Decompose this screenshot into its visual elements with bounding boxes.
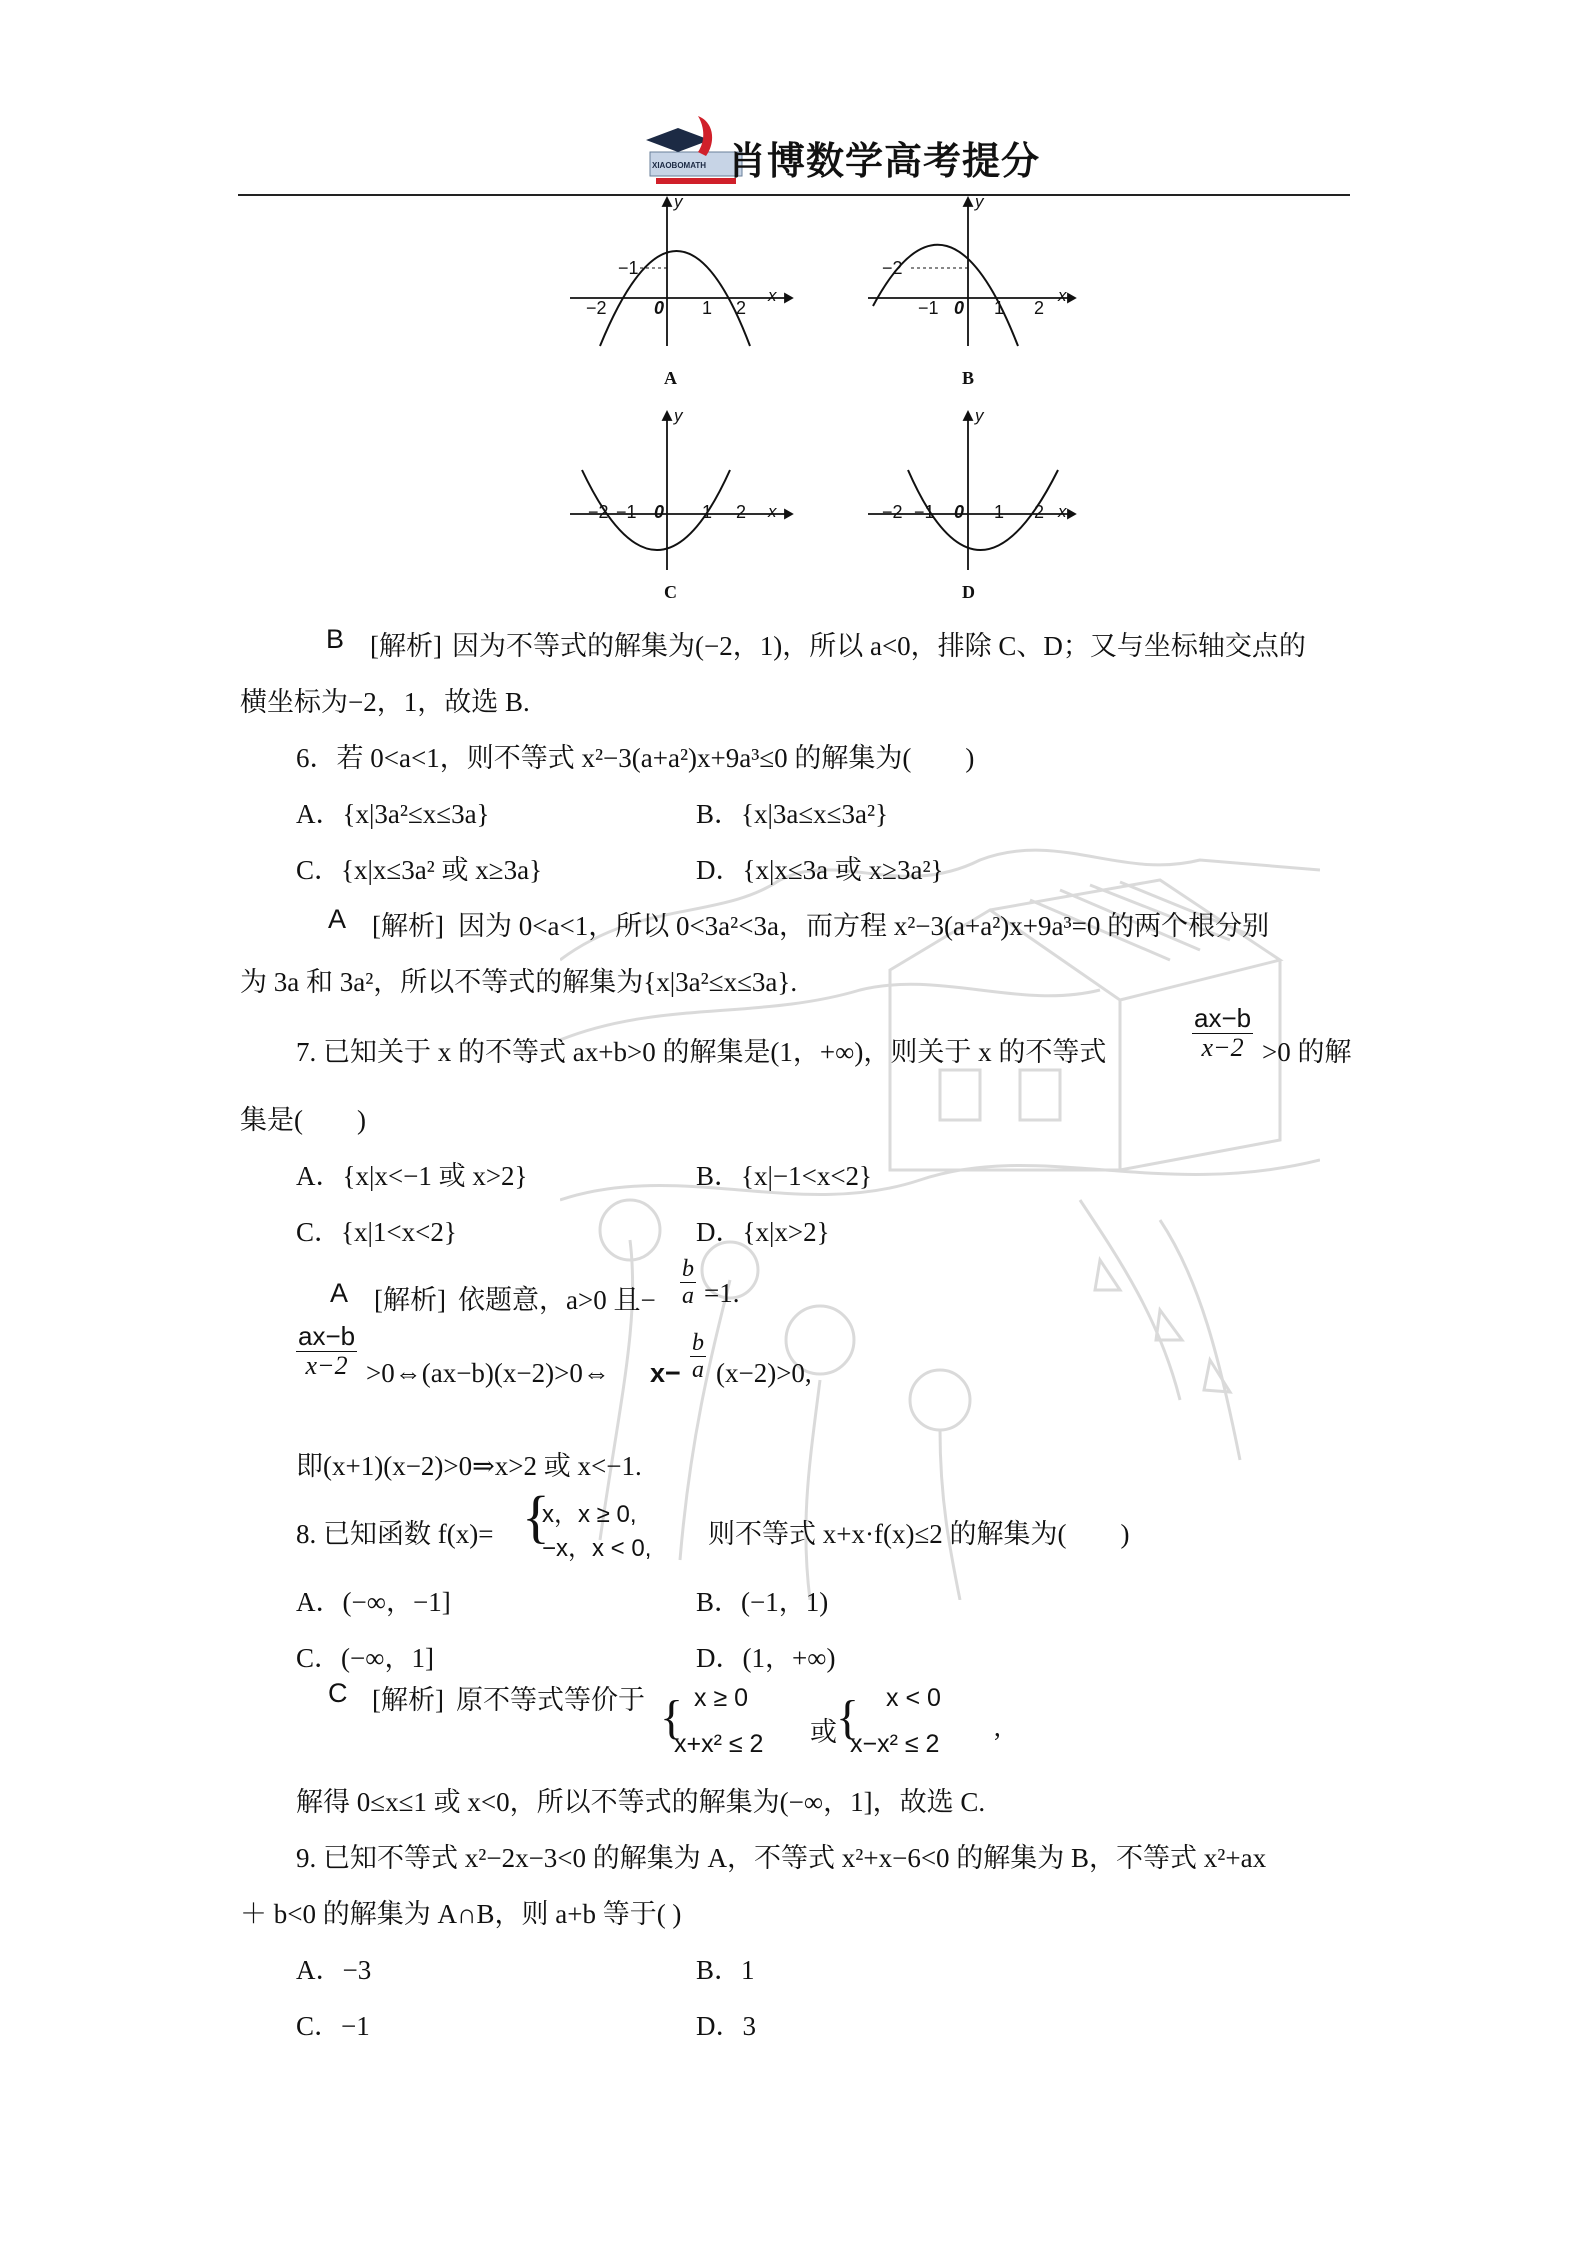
landscape-watermark-icon [560, 840, 1320, 1600]
tick-neg2: −2 [588, 502, 609, 522]
q6-solution-line2: 为 3a 和 3a²，所以不等式的解集为{x|3a²≤x≤3a}. [240, 967, 798, 997]
q8-solution-comma: , [994, 1712, 1001, 1742]
q8-system2-bottom: x−x² ≤ 2 [850, 1730, 940, 1758]
graph-a [570, 192, 790, 388]
q7-solution-1-tail: =1. [704, 1278, 740, 1308]
graph-b [868, 192, 1088, 388]
tick-neg2: −2 [586, 298, 607, 318]
q7-tag: [解析] [374, 1285, 446, 1315]
tick-origin: 0 [654, 298, 665, 318]
q7-solution-2-factor: x− [650, 1358, 681, 1388]
tick-origin: 0 [654, 502, 665, 522]
q8-system1-bottom: x+x² ≤ 2 [674, 1730, 764, 1758]
q5-tag: [解析] [370, 631, 442, 661]
axis-y-label: y [674, 406, 683, 425]
q9-option-b: B．1 [696, 1955, 755, 1985]
q9-option-d: D．3 [696, 2011, 756, 2041]
q9-stem-line1: 9. 已知不等式 x²−2x−3<0 的解集为 A，不等式 x²+x−6<0 的解集为 B，不等式 x²+ax [296, 1843, 1267, 1873]
brand-title: 肖博数学高考提分 [728, 141, 1041, 183]
q7-stem-tail: >0 的解 [1262, 1037, 1352, 1067]
frac-numerator: ax−b [298, 1321, 356, 1351]
axis-x-label: x [1058, 286, 1067, 305]
q8-stem-tail: 则不等式 x+x·f(x)≤2 的解集为( ) [708, 1519, 1130, 1549]
frac-denominator: x−2 [305, 1350, 348, 1380]
frac-denominator: a [692, 1357, 704, 1384]
q8-option-b: B．(−1，1) [696, 1587, 829, 1617]
frac-denominator: a [682, 1283, 694, 1310]
q8-or: 或 [810, 1717, 837, 1747]
q8-system2-top: x < 0 [886, 1684, 941, 1712]
header-rule [238, 194, 1350, 196]
q8-option-c: C．(−∞，1] [296, 1643, 434, 1673]
graph-label: C [664, 582, 677, 602]
q6-stem: 6．若 0<a<1，则不等式 x²−3(a+a²)x+9a³≤0 的解集为( ) [296, 743, 975, 773]
tick-1: 1 [994, 298, 1005, 318]
axis-y-label: y [975, 192, 984, 211]
q8-solution-2: 解得 0≤x≤1 或 x<0，所以不等式的解集为(−∞，1]，故选 C. [296, 1787, 986, 1817]
q5-solution-line2: 横坐标为−2，1，故选 B. [240, 687, 530, 717]
axis-y-label: y [674, 192, 683, 211]
q7-stem-fraction [1192, 1004, 1253, 1062]
tick-2: 2 [736, 298, 747, 318]
tick-1: 1 [702, 298, 713, 318]
tick-neg2: −2 [882, 258, 903, 278]
graph-c [570, 406, 790, 602]
q8-answer: C [328, 1678, 348, 1708]
q6-tag: [解析] [372, 911, 444, 941]
q8-solution: 原不等式等价于 [456, 1685, 645, 1715]
q5-answer: B [326, 624, 345, 654]
axis-x-label: x [1058, 502, 1067, 521]
frac-numerator: b [682, 1256, 694, 1282]
tick-neg1: −1 [616, 502, 637, 522]
q6-answer: A [328, 904, 347, 934]
q7-solution-1-fraction [680, 1256, 696, 1310]
graph-label: A [664, 368, 677, 388]
frac-numerator: ax−b [1194, 1003, 1252, 1033]
q7-answer: A [330, 1278, 349, 1308]
tick-2: 2 [736, 502, 747, 522]
tick-2: 2 [1034, 502, 1045, 522]
frac-numerator: b [692, 1330, 704, 1356]
axis-x-label: x [768, 286, 777, 305]
q8-system1-brace-icon: { [660, 1691, 684, 1744]
q7-solution-1: 依题意，a>0 且− [458, 1285, 656, 1315]
q7-solution-2-inner-fraction [690, 1330, 706, 1384]
q7-option-c: C．{x|1<x<2} [296, 1217, 457, 1247]
q6-solution-line1: 因为 0<a<1，所以 0<3a²<3a，而方程 x²−3(a+a²)x+9a³=0 的两个根分别 [458, 911, 1270, 941]
tick-neg1: −1 [918, 298, 939, 318]
q7-solution-2-tail: (x−2)>0, [716, 1358, 812, 1388]
q7-solution-2: >0⇔(ax−b)(x−2)>0⇔ [366, 1358, 610, 1388]
tick-1: 1 [994, 502, 1005, 522]
q8-system2-brace-icon: { [836, 1691, 860, 1744]
q6-option-d: D．{x|x≤3a 或 x≥3a²} [696, 855, 944, 885]
tick-2: 2 [1034, 298, 1045, 318]
q5-solution-line1: 因为不等式的解集为(−2，1)，所以 a<0，排除 C、D；又与坐标轴交点的 [452, 631, 1306, 661]
axis-x-label: x [768, 502, 777, 521]
q8-brace-icon: { [522, 1484, 550, 1549]
q7-solution-2-fraction [296, 1322, 357, 1380]
q6-option-a: A．{x|3a²≤x≤3a} [296, 799, 490, 829]
q7-stem: 7. 已知关于 x 的不等式 ax+b>0 的解集是(1，+∞)，则关于 x 的不等式 [296, 1037, 1107, 1067]
axis-y-label: y [975, 406, 984, 425]
q6-option-b: B．{x|3a≤x≤3a²} [696, 799, 889, 829]
q9-option-a: A．−3 [296, 1955, 372, 1985]
tick-neg1: −1 [914, 502, 935, 522]
tick-origin: 0 [954, 298, 965, 318]
q8-option-a: A．(−∞，−1] [296, 1587, 451, 1617]
q7-stem-line2: 集是( ) [240, 1105, 366, 1135]
graph-d [868, 406, 1088, 602]
tick-origin: 0 [954, 502, 965, 522]
tick-1: 1 [702, 502, 713, 522]
tick-neg2: −2 [882, 502, 903, 522]
q7-option-d: D．{x|x>2} [696, 1217, 830, 1247]
logo-text: XIAOBOMATH [652, 161, 707, 170]
q7-option-a: A．{x|x<−1 或 x>2} [296, 1161, 528, 1191]
graph-label: B [962, 368, 975, 388]
q9-stem-line2: ＋ b<0 的解集为 A∩B，则 a+b 等于( ) [240, 1899, 682, 1929]
tick-neg1: −1 [618, 258, 639, 278]
q8-stem: 8. 已知函数 f(x)= [296, 1519, 494, 1549]
q8-option-d: D．(1，+∞) [696, 1643, 836, 1673]
q7-solution-3: 即(x+1)(x−2)>0⇒x>2 或 x<−1. [296, 1451, 642, 1481]
q7-option-b: B．{x|−1<x<2} [696, 1161, 873, 1191]
graph-label: D [962, 582, 975, 602]
q8-tag: [解析] [372, 1685, 444, 1715]
q9-option-c: C．−1 [296, 2011, 370, 2041]
q8-case-1: x，x ≥ 0, [542, 1501, 637, 1528]
frac-denominator: x−2 [1201, 1032, 1244, 1062]
q8-case-2: −x，x < 0, [542, 1535, 652, 1562]
q6-option-c: C．{x|x≤3a² 或 x≥3a} [296, 855, 543, 885]
q8-system1-top: x ≥ 0 [694, 1684, 749, 1712]
